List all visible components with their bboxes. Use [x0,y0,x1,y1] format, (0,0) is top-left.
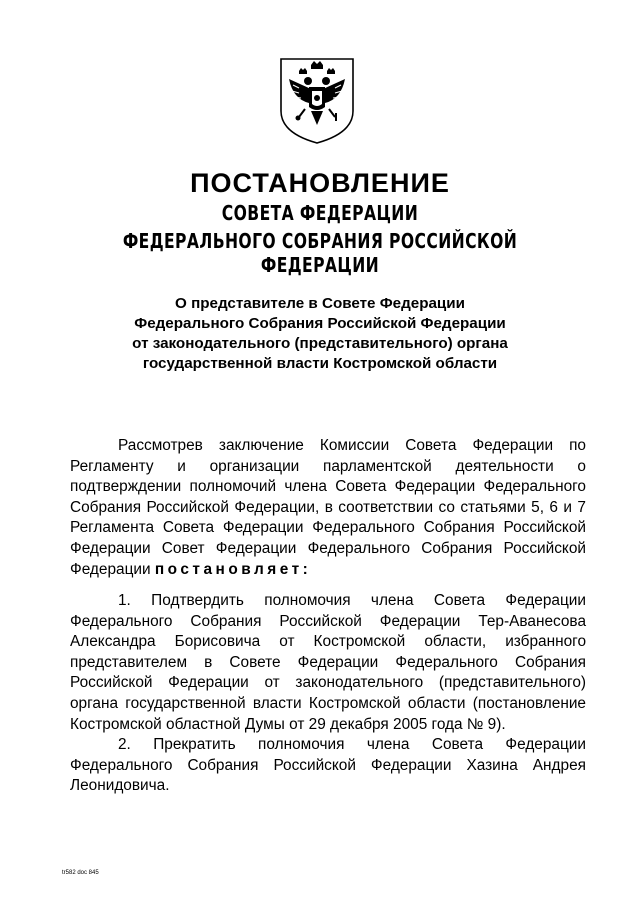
resolution-item-1: 1. Подтвердить полномочия члена Совета Федерации Федерального Собрания Российской Федерации Тер-Аванесова Александра Борисовича от Костромской области, избранного представителем в Совете Федерации Федерального Собрания Российской Федерации от законодательного (представительного) органа государственной власти Костромской области (постановление Костромской областной Думы от 29 декабря 2005 года № 9). [70,592,586,733]
resolution-items [70,591,586,797]
document-type-title: ПОСТАНОВЛЕНИЕ [190,168,450,198]
resolution-item-2: 2. Прекратить полномочия члена Совета Федерации Федерального Собрания Российской Федерации Хазина Андрея Леонидовича. [70,736,586,795]
subject-line-2: Федерального Собрания Российской Федерации [134,315,506,332]
footer-document-code: tr582 doc 845 [62,870,99,876]
resolves-colon: : [302,560,312,578]
resolves-word: постановляет [154,560,303,578]
issuer-line-1: СОВЕТА ФЕДЕРАЦИИ [221,201,419,225]
preamble-paragraph [70,436,586,580]
document-subject [60,294,580,374]
coat-of-arms-icon [275,55,359,145]
preamble-text: Рассмотрев заключение Комиссии Совета Федерации по Регламенту и организации парламентской деятельности о подтверждении полномочий члена Совета Федерации Федерального Собрания Российской Федерации, в соответствии со статьями 5, 6 и 7 Регламента Совета Федерации Федерального Собрания Российской Федерации Совет Федерации Федерального Собрания Российской Федерации [70,437,586,578]
subject-line-3: от законодательного (представительного) органа [132,335,508,352]
subject-line-4: государственной власти Костромской области [142,355,498,372]
subject-line-1: О представителе в Совете Федерации [175,295,465,312]
issuer-line-2: ФЕДЕРАЛЬНОГО СОБРАНИЯ РОССИЙСКОЙ ФЕДЕРАЦИИ [122,229,518,277]
